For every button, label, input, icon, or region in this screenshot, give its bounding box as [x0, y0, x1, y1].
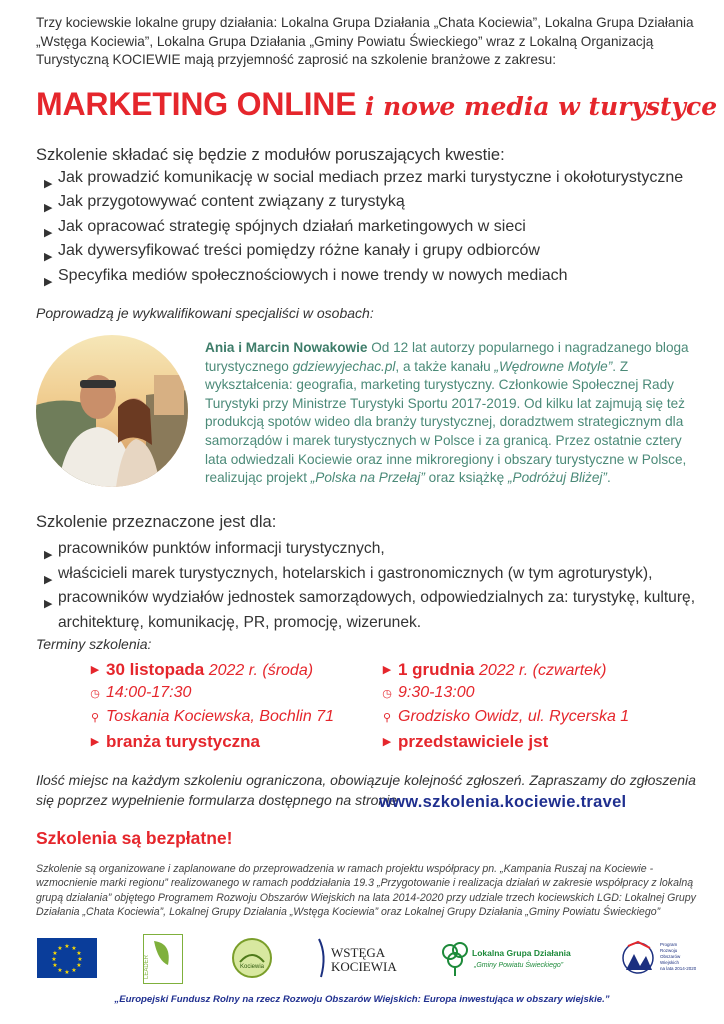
session-date: ▶ 30 listopada 2022 r. (środa)	[88, 660, 334, 684]
triangle-right-icon: ▶	[382, 664, 392, 676]
prow-logo	[620, 936, 696, 982]
project-name: „Polska na Przełaj”	[310, 470, 425, 486]
svg-text:★: ★	[52, 963, 58, 969]
svg-text:★: ★	[64, 944, 70, 950]
triangle-right-icon: ▶	[44, 573, 53, 586]
audience-intro: Szkolenie przeznaczone jest dla:	[36, 513, 277, 531]
svg-text:Program: Program	[660, 942, 678, 947]
svg-text:★: ★	[76, 963, 82, 969]
list-item: architekturę, komunikację, PR, promocję, wizerunek.	[58, 613, 422, 631]
hero-title-sub: i nowe media w turystyce	[364, 92, 718, 121]
trainers-photo	[36, 335, 188, 487]
triangle-right-icon: ▶	[44, 178, 53, 190]
list-item: ▶ Jak prowadzić komunikację w social mediach przez marki turystyczne i okołoturystyczne	[44, 166, 683, 190]
book-name: „Podróżuj Bliżej”	[507, 470, 607, 486]
session-audience: ▶ przedstawiciele jst	[380, 732, 629, 756]
triangle-right-icon: ▶	[44, 226, 53, 239]
clock-icon: ◷	[382, 688, 392, 700]
svg-text:★: ★	[76, 951, 82, 957]
map-pin-icon: ⚲	[90, 712, 100, 724]
partner-logos	[0, 932, 724, 988]
capacity-note: Ilość miejsc na każdym szkoleniu ograniczona, obowiązuje kolejność zgłoszeń. Zapraszamy do zgłoszenia się poprzez wypełnienie formularza dostępnego na stronie	[36, 772, 696, 808]
hero-title-main: MARKETING ONLINE	[36, 86, 357, 122]
svg-text:★: ★	[51, 957, 57, 963]
schedule-label: Terminy szkolenia:	[36, 636, 152, 652]
blog-link[interactable]: gdziewyjechac.pl	[292, 358, 396, 374]
session-2	[380, 660, 629, 756]
hero-title	[36, 86, 718, 123]
triangle-right-icon: ▶	[90, 736, 100, 748]
leader-logo	[143, 934, 183, 984]
svg-text:★: ★	[57, 968, 63, 974]
eu-flag-logo	[37, 938, 97, 978]
list-item: ▶ Specyfika mediów społecznościowych i nowe trendy w nowych mediach	[44, 264, 683, 288]
closing-motto: „Europejski Fundusz Rolny na rzecz Rozwoju Obszarów Wiejskich: Europa inwestująca w obszary wiejskie.”	[114, 994, 610, 1005]
modules-list	[44, 166, 683, 288]
session-place: ⚲ Toskania Kociewska, Bochlin 71	[88, 708, 334, 732]
triangle-right-icon: ▶	[44, 598, 53, 611]
list-item: ▶ Jak dywersyfikować treści pomiędzy różne kanały i grupy odbiorców	[44, 239, 683, 263]
free-notice: Szkolenia są bezpłatne!	[36, 828, 233, 848]
svg-text:Wiejskich: Wiejskich	[660, 960, 680, 965]
wstega-kociewia-logo	[313, 935, 405, 981]
trainers-bio: Ania i Marcin Nowakowie Od 12 lat autorzy popularnego i nagradzanego bloga turystycznego gdziewyjechac.pl, a także kanału „Wędrowne Motyle”. Z wykształcenia: geografia, marketing turystyczny. Członkowie Społecznej Rady Turystyki przy Ministrze Turystyki Sportu 2017-2019. Od kilku lat zajmują się też produkcją spotów wideo dla branży turystycznej, doradztwem strategicznym dla samorządów i marek turystycznych w Polsce i za granicą. Przez ostatnie cztery lata odwiedzali Kociewie oraz inne mikroregiony i obszary turystyczne w Polsce, realizując projekt „Polska na Przełaj” oraz książkę „Podróżuj Bliżej”.	[205, 340, 689, 486]
svg-text:★: ★	[71, 946, 77, 952]
list-item: ▶ pracowników punktów informacji turystycznych,	[44, 537, 695, 562]
triangle-right-icon: ▶	[44, 549, 53, 561]
svg-text:KOCIEWIA: KOCIEWIA	[331, 959, 397, 974]
channel-name: „Wędrowne Motyle”	[494, 358, 613, 374]
session-1	[88, 660, 334, 756]
trainers-names: Ania i Marcin Nowakowie	[205, 340, 368, 355]
svg-text:Rozwoju: Rozwoju	[660, 948, 678, 953]
session-date: ▶ 1 grudnia 2022 r. (czwartek)	[380, 660, 629, 684]
lgd-gminy-logo	[438, 938, 598, 978]
modules-intro: Szkolenie składać się będzie z modułów poruszających kwestie:	[36, 146, 505, 164]
session-audience: ▶ branża turystyczna	[88, 732, 334, 756]
svg-text:★: ★	[77, 957, 83, 963]
session-place: ⚲ Grodzisko Owidz, ul. Rycerska 1	[380, 708, 629, 732]
trainers-lead-in: Poprowadzą je wykwalifikowani specjaliści w osobach:	[36, 305, 374, 321]
list-item: ▶ Jak opracować strategię spójnych działań marketingowych w sieci	[44, 215, 683, 239]
kociewie-logo	[232, 938, 272, 978]
list-item: ▶ właścicieli marek turystycznych, hotelarskich i gastronomicznych (w tym agroturystyk),	[44, 562, 695, 587]
triangle-right-icon: ▶	[382, 736, 392, 748]
svg-text:★: ★	[71, 968, 77, 974]
funding-footnote: Szkolenie są organizowane i zaplanowane do przeprowadzenia w ramach projektu współpracy pn. „Kampania Ruszaj na Kociewie - wzmocnienie marki regionu” realizowanego w ramach poddziałania 19.3 „Przygotowanie i realizacja działań w zakresie współpracy z lokalną grupą działania” objętego Programem Rozwoju Obszarów Wiejskich na lata 2014-2020 przy udziale trzech kociewskich LGD: Lokalnej Grupy Działania „Chata Kociewia”, Lokalnej Grupy Działania „Wstęga Kociewia” oraz Lokalnej Grupy Działania „Gminy Powiatu Świeckiego”	[36, 863, 696, 918]
svg-text:LEADER: LEADER	[144, 954, 150, 979]
triangle-right-icon: ▶	[44, 275, 53, 288]
svg-text:★: ★	[52, 951, 58, 957]
map-pin-icon: ⚲	[382, 712, 392, 724]
session-time: ◷ 14:00-17:30	[88, 684, 334, 708]
session-time: ◷ 9:30-13:00	[380, 684, 629, 708]
triangle-right-icon: ▶	[90, 664, 100, 676]
audience-list	[44, 537, 695, 635]
list-item: ▶ pracowników wydziałów jednostek samorządowych, odpowiedzialnych za: turystykę, kulturę,	[44, 586, 695, 611]
svg-text:„Gminy Powiatu Świeckiego”: „Gminy Powiatu Świeckiego”	[474, 962, 564, 969]
clock-icon: ◷	[90, 688, 100, 700]
svg-text:Kociewia: Kociewia	[239, 964, 265, 970]
list-item: ▶ Jak przygotowywać content związany z turystyką	[44, 190, 683, 214]
svg-text:na lata 2014-2020: na lata 2014-2020	[660, 966, 696, 971]
svg-text:WSTĘGA: WSTĘGA	[331, 945, 386, 960]
registration-link[interactable]: www.szkolenia.kociewie.travel	[379, 793, 627, 811]
intro-paragraph: Trzy kociewskie lokalne grupy działania: Lokalna Grupa Działania „Chata Kociewia”, Lokalna Grupa Działania „Wstęga Kociewia”, Lokalna Grupa Działania „Gminy Powiatu Świeckiego” wraz z Lokalną Organizacją Turystyczną KOCIEWIE mają przyjemność zaprosić na szkolenie branżowe z zakresu:	[36, 15, 694, 67]
svg-text:★: ★	[64, 970, 70, 976]
triangle-right-icon: ▶	[44, 251, 53, 264]
svg-text:Obszarów: Obszarów	[660, 954, 681, 959]
svg-text:Lokalna Grupa Działania: Lokalna Grupa Działania	[472, 948, 571, 958]
svg-text:★: ★	[57, 946, 63, 952]
triangle-right-icon: ▶	[44, 202, 53, 215]
